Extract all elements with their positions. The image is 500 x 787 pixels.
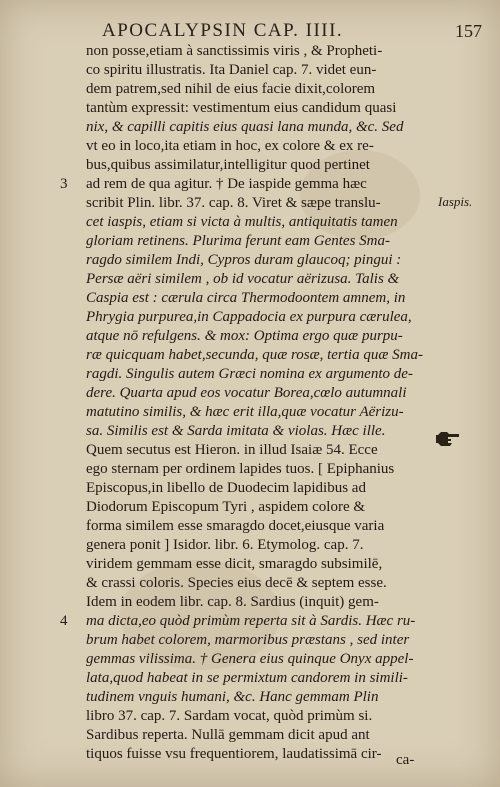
text-line: forma similem esse smaragdo docet,eiusque varia xyxy=(86,518,385,534)
text-line: tiquos fuisse vsu frequentiorem, laudatissimā cir- xyxy=(86,746,382,762)
margin-note-4: 4 xyxy=(60,613,68,629)
text-line: Persæ aëri similem , ob id vocatur aërizusa. Talis & xyxy=(86,271,400,287)
text-line: Phrygia purpurea,in Cappadocia ex purpura cærulea, xyxy=(86,309,412,325)
text-line: dere. Quarta apud eos vocatur Borea,cœlo autumnali xyxy=(86,385,407,401)
text-line: scribit Plin. libr. 37. cap. 8. Viret & sæpe translu- xyxy=(86,195,381,211)
text-line: sa. Similis est & Sarda imitata & violas. Hæc ille. xyxy=(86,423,386,439)
text-line: tudinem vnguis humani, &c. Hanc gemmam Plin xyxy=(86,689,379,705)
running-title: APOCALYPSIN CAP. IIII. xyxy=(102,20,344,41)
text-line: matutino similis, & hæc erit illa,quæ vocatur Aërizu- xyxy=(86,404,404,420)
text-line: gloriam retinens. Plurima ferunt eam Gentes Sma- xyxy=(86,233,390,249)
text-line: vt eo in loco,ita etiam in hoc, ex colore & ex re- xyxy=(86,138,374,154)
side-label-iaspis: Iaspis. xyxy=(438,194,473,209)
text-line: co spiritu illustratis. Ita Daniel cap. 7. videt eun- xyxy=(86,62,377,78)
text-body xyxy=(86,42,436,764)
text-line: bus,quibus assimilatur,intelligitur quod pertinet xyxy=(86,157,370,173)
text-line: ma dicta,eo quòd primùm reperta sit à Sardis. Hæc ru- xyxy=(86,613,416,629)
text-line: viridem gemmam esse dicit, smaragdo subsimilē, xyxy=(86,556,383,572)
text-line: Quem secutus est Hieron. in illud Isaiæ 54. Ecce xyxy=(86,442,378,458)
text-line: cet iaspis, etiam si victa à multis, antiquitatis tamen xyxy=(86,214,398,230)
running-header xyxy=(62,20,482,44)
text-line: lata,quod habeat in se permixtum candorem in simili- xyxy=(86,670,408,686)
text-line: Caspia est : cærula circa Thermodoontem amnem, in xyxy=(86,290,406,306)
text-line: non posse,etiam à sanctissimis viris , & Propheti- xyxy=(86,43,383,59)
text-line: tantùm expressit: vestimentum eius candidum quasi xyxy=(86,100,397,116)
text-line: ragdi. Singulis autem Græci nomina ex argumento de- xyxy=(86,366,413,382)
text-line: Sardibus reperta. Nullā gemmam dicit apud ant xyxy=(86,727,370,743)
text-line: gemmas vilissima. † Genera eius quinque Onyx appel- xyxy=(86,651,414,667)
text-line: ad rem de qua agitur. † De iaspide gemma hæc xyxy=(86,176,367,192)
page-number: 157 xyxy=(455,21,482,41)
text-line: brum habet colorem, marmoribus præstans , sed inter xyxy=(86,632,410,648)
text-line: Episcopus,in libello de Duodecim lapidibus ad xyxy=(86,480,366,496)
text-line: libro 37. cap. 7. Sardam vocat, quòd primùm si. xyxy=(86,708,373,724)
catchword: ca- xyxy=(396,752,415,768)
pointing-hand-icon xyxy=(435,431,461,447)
text-line: dem patrem,sed nihil de eius facie dixit,colorem xyxy=(86,81,376,97)
text-line: nix, & capilli capitis eius quasi lana munda, &c. Sed xyxy=(86,119,404,135)
text-line: Idem in eodem libr. cap. 8. Sardius (inquit) gem- xyxy=(86,594,379,610)
text-line: genera ponit ] Isidor. libr. 6. Etymolog. cap. 7. xyxy=(86,537,364,553)
margin-note-3: 3 xyxy=(60,176,68,192)
text-line: ræ quicquam habet,secunda, quæ rosæ, tertia quæ Sma- xyxy=(86,347,423,363)
text-line: atque nō refulgens. & mox: Optima ergo quæ purpu- xyxy=(86,328,403,344)
text-line: Diodorum Episcopum Tyri , aspidem colore & xyxy=(86,499,366,515)
text-line: ragdo similem Indi, Cypros duram glaucoq; pingui : xyxy=(86,252,402,268)
text-line: & crassi coloris. Species eius decē & septem esse. xyxy=(86,575,387,591)
text-line: ego sternam per ordinem lapides tuos. [ Epiphanius xyxy=(86,461,395,477)
